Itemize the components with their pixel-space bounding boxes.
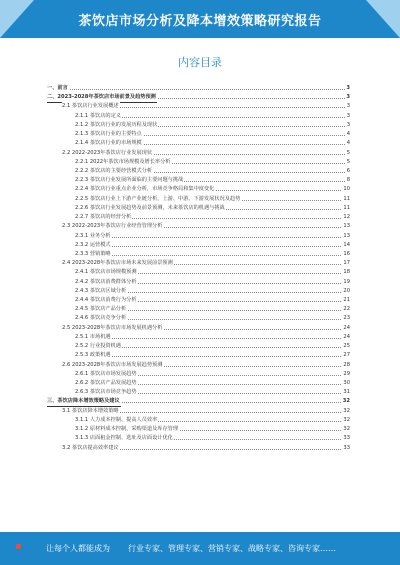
- toc-page-number: 3: [346, 85, 350, 91]
- toc-entry-title: 2.5.2 行业投资机遇: [75, 343, 121, 350]
- toc-entry[interactable]: [0, 222, 400, 231]
- toc-entry[interactable]: [0, 425, 400, 434]
- toc-entry-title: 2.2 2022-2023年茶饮店行业发展现状: [62, 149, 153, 156]
- toc-entry-title: 2.3.2 运营模式: [75, 241, 111, 248]
- toc-page-number: 32: [343, 416, 350, 423]
- toc-entry-title: 2.6 2023-2028年茶饮店市场发展趋势预测: [62, 361, 163, 368]
- toc-entry[interactable]: [0, 278, 400, 287]
- toc-page-number: 24: [343, 324, 350, 331]
- toc-entry-title: 2.3.3 营销策略: [75, 250, 111, 257]
- toc-entry-title: 2.1.2 茶饮店行业的发展历程及现状: [75, 121, 158, 128]
- footer-tagline: 行业专家、管理专家、营销专家、战略专家、咨询专家……: [128, 544, 336, 553]
- toc-entry[interactable]: [0, 342, 400, 351]
- toc-entry-title: 2.1.1 茶饮店的定义: [75, 112, 121, 119]
- toc-entry[interactable]: [0, 130, 400, 139]
- toc-page-number: 20: [343, 287, 350, 294]
- toc-page-number: 10: [343, 186, 350, 193]
- toc-entry[interactable]: [0, 416, 400, 425]
- toc-entry[interactable]: [0, 397, 400, 406]
- toc-leader-dots: [75, 246, 345, 247]
- toc-leader-dots: [75, 356, 345, 357]
- toc-leader-dots: [75, 338, 345, 339]
- toc-entry[interactable]: [0, 102, 400, 111]
- toc-entry[interactable]: [0, 268, 400, 277]
- toc-entry-title: 2.4.6 茶饮店竞争分析: [75, 315, 127, 322]
- toc-page-number: 21: [343, 297, 350, 304]
- toc-page-number: 25: [343, 343, 350, 350]
- toc-page-number: 28: [343, 361, 350, 368]
- toc-page-number: 30: [343, 380, 350, 386]
- toc-entry-title: 3.1.2 原材料成本控制、采购渠道及库存管理: [75, 426, 179, 433]
- table-of-contents: [0, 84, 400, 453]
- toc-entry-title: 3.1.1 人力成本控制、提高人员效率: [75, 416, 158, 423]
- page-footer: [0, 532, 400, 565]
- toc-entry-title: 2.4.2 茶饮店消费群体分析: [75, 278, 137, 285]
- toc-page-number: 3: [346, 94, 350, 101]
- toc-page-number: 29: [343, 370, 350, 377]
- toc-page-number: 32: [343, 407, 350, 414]
- toc-page-number: 23: [343, 315, 350, 322]
- toc-entry[interactable]: [0, 232, 400, 241]
- toc-entry-title: 3.2 茶饮店提高效率建议: [62, 444, 119, 451]
- toc-entry[interactable]: [0, 139, 400, 148]
- toc-entry[interactable]: [0, 351, 400, 360]
- toc-entry-title: 2.1 茶饮店行业发展概述: [62, 103, 119, 110]
- toc-entry-title: 2.3.1 业务分析: [75, 232, 111, 239]
- toc-entry[interactable]: [0, 388, 400, 397]
- toc-entry[interactable]: [0, 241, 400, 250]
- toc-page-number: 31: [343, 389, 350, 396]
- toc-page-number: 33: [343, 435, 350, 442]
- toc-page-number: 4: [346, 131, 350, 138]
- toc-entry[interactable]: [0, 149, 400, 158]
- toc-page-number: 5: [346, 158, 350, 165]
- page-header: [0, 0, 400, 38]
- toc-entry-title: 2.1.3 茶饮店行业的主要特点: [75, 131, 142, 138]
- toc-page-number: 3: [346, 112, 350, 119]
- toc-entry[interactable]: [0, 296, 400, 305]
- toc-page-number: 32: [343, 426, 350, 433]
- toc-entry[interactable]: [0, 361, 400, 370]
- toc-entry[interactable]: [0, 259, 400, 268]
- toc-entry[interactable]: [0, 121, 400, 130]
- toc-entry-title: 2.4.3 茶饮店区域分析: [75, 287, 127, 294]
- toc-page-number: 32: [342, 398, 350, 405]
- toc-leader-dots: [75, 255, 345, 256]
- toc-entry-title: 2.2.1 2022年茶饮市场规模及增长率分析: [75, 158, 171, 165]
- toc-entry-title: 2.5.3 政策机遇: [75, 352, 111, 359]
- toc-page-number: 6: [346, 167, 350, 174]
- toc-entry[interactable]: [0, 93, 400, 102]
- toc-entry-title: 2.4.5 茶饮店产品分析: [75, 306, 127, 313]
- toc-entry[interactable]: [0, 185, 400, 194]
- toc-page-number: 19: [343, 278, 350, 285]
- toc-entry[interactable]: [0, 333, 400, 342]
- toc-entry[interactable]: [0, 370, 400, 379]
- toc-entry-title: 2.5.1 市场机遇: [75, 333, 111, 340]
- toc-entry[interactable]: [0, 176, 400, 185]
- toc-entry-title: 二、2023-2028年茶饮店市场前景及趋势预测: [47, 93, 157, 103]
- toc-entry-title: 三、茶饮店降本增效策略及建议: [47, 397, 121, 407]
- toc-entry[interactable]: [0, 287, 400, 296]
- toc-entry[interactable]: [0, 195, 400, 204]
- toc-heading: 内容目录: [178, 56, 222, 69]
- toc-page-number: 13: [343, 232, 350, 239]
- footer-bullet-icon: [16, 544, 21, 549]
- toc-entry-title: 一、前言: [47, 84, 69, 94]
- toc-entry-title: 2.4.1 茶饮店市场规模预测: [75, 269, 137, 276]
- toc-entry-title: 2.6.2 茶饮店产品发展趋势: [75, 380, 137, 386]
- toc-entry[interactable]: [0, 314, 400, 323]
- toc-page-number: 16: [343, 250, 350, 257]
- toc-page-number: 18: [343, 269, 350, 276]
- toc-page-number: 27: [343, 352, 350, 359]
- toc-entry[interactable]: [0, 213, 400, 222]
- toc-entry-title: 2.4 2023-2028年茶饮店市场未来发展前景预测: [62, 260, 173, 267]
- toc-page-number: 11: [343, 204, 350, 211]
- toc-entry-title: 2.2.6 茶饮店行业发展趋势及前景预测，未来茶饮店的机遇与挑战: [75, 204, 225, 211]
- toc-page-number: 13: [343, 223, 350, 230]
- toc-entry[interactable]: [0, 379, 400, 388]
- toc-entry[interactable]: [0, 305, 400, 314]
- toc-page-number: 12: [343, 214, 350, 221]
- report-title: 茶饮店市场分析及降本增效策略研究报告: [78, 14, 322, 29]
- toc-entry[interactable]: [0, 407, 400, 416]
- toc-page-number: 3: [346, 103, 350, 110]
- toc-entry-title: 2.2.3 茶饮店行业发展所面临的主要问题与挑战: [75, 177, 184, 184]
- toc-leader-dots: [47, 89, 345, 90]
- toc-entry[interactable]: [0, 158, 400, 167]
- toc-entry-title: 2.2.2 茶饮店的主要经营模式分析: [75, 167, 153, 174]
- toc-page-number: 24: [343, 333, 350, 340]
- toc-entry[interactable]: [0, 112, 400, 121]
- toc-entry-title: 2.2.4 茶饮店行业重点企业分析，市场竞争格局和集中度变化: [75, 186, 215, 193]
- toc-page-number: 3: [346, 121, 350, 128]
- toc-entry-title: 2.1.4 茶饮店行业的市场规模: [75, 140, 142, 147]
- toc-page-number: 17: [343, 260, 350, 267]
- toc-entry[interactable]: [0, 84, 400, 93]
- toc-entry[interactable]: [0, 167, 400, 176]
- toc-page-number: 11: [343, 195, 350, 202]
- toc-entry[interactable]: [0, 250, 400, 259]
- toc-entry-title: 2.6.1 茶饮店市场发展趋势: [75, 370, 137, 377]
- toc-page-number: 22: [343, 306, 350, 313]
- toc-page-number: 8: [346, 177, 350, 184]
- toc-leader-dots: [75, 237, 345, 238]
- toc-entry-title: 3.1 茶饮店降本增效策略: [62, 407, 119, 414]
- toc-entry[interactable]: [0, 434, 400, 443]
- toc-page-number: 14: [343, 241, 350, 248]
- toc-entry-title: 2.3 2022-2023年茶饮店行业经营管理分析: [62, 223, 163, 230]
- toc-entry-title: 2.4.4 茶饮店消费行为分析: [75, 297, 137, 304]
- footer-slogan: 让每个人都能成为: [46, 544, 110, 553]
- toc-page-number: 4: [346, 140, 350, 147]
- toc-entry-title: 2.6.3 茶饮店市场竞争趋势: [75, 389, 137, 396]
- toc-entry[interactable]: [0, 444, 400, 453]
- toc-entry-title: 2.5 2023-2028年茶饮店市场发展机遇分析: [62, 324, 163, 331]
- toc-entry-title: 2.2.5 茶饮店行业上下游产业链分析，上游、中游、下游发展状况及趋势: [75, 195, 241, 202]
- toc-entry[interactable]: [0, 204, 400, 213]
- toc-entry-title: 3.1.3 店面租金控制、选址及店面设计优化: [75, 435, 173, 442]
- toc-page-number: 33: [343, 444, 350, 451]
- toc-entry-title: 2.2.7 茶饮店的经营分析: [75, 214, 132, 221]
- toc-entry[interactable]: [0, 324, 400, 333]
- toc-page-number: 5: [346, 149, 350, 156]
